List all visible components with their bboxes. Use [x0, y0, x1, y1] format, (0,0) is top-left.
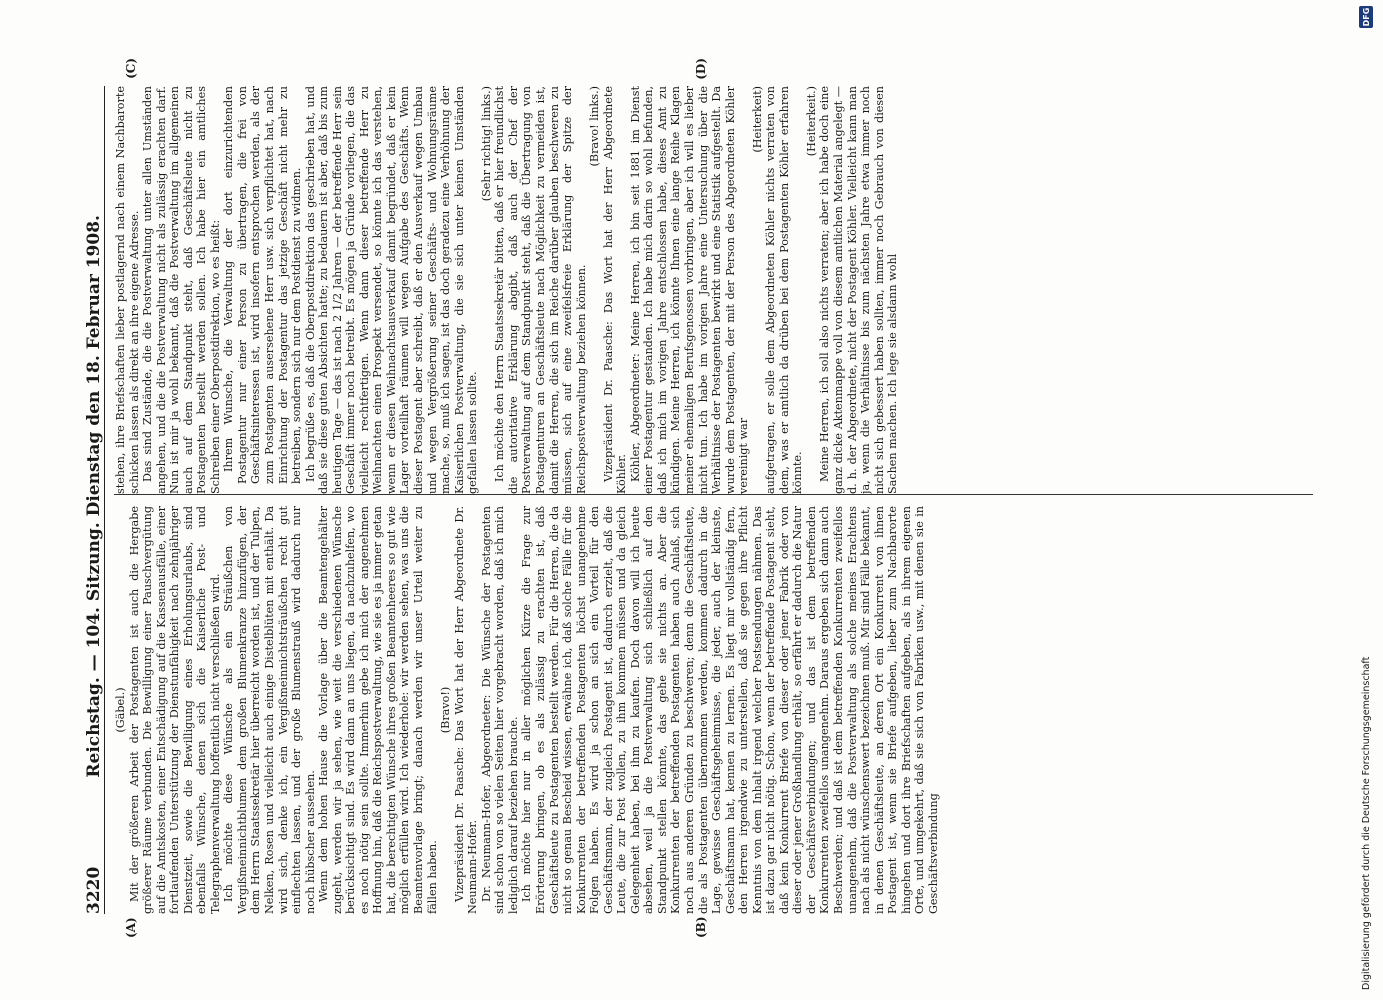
applause-note: (Bravo!): [439, 686, 453, 734]
applause-note: (Sehr richtig! links.): [479, 86, 493, 202]
paragraph: Ich möchte hier nur in aller möglichen Kürze die Frage zur Erörterung bringen, ob es als zulässig zu erachten ist, daß Geschäftsleute zu Postagenten bestellt werden. Für die Herren, die da nicht so genau Bescheid wissen, erwähne ich, daß solche Fälle für die Konkurrenten der betreffenden Postagenten höchst unangenehme Folgen haben. Es wird ja schon an sich ein Vorteil für den Geschäftsmann, der zugleich Postagent ist, dadurch erzielt, daß die Leute, die zur Post wollen, zu ihm kommen müssen und da gleich Gelegenheit haben, bei ihm zu kaufen. Doch davon will ich heute absehen, weil ja die Postverwaltung sich schließlich auf den Standpunkt stellen könnte, das gehe sie nichts an. Aber die Konkurrenten der betreffenden Postagenten haben auch Anlaß, sich noch aus anderen Gründen zu beschweren; denn die Geschäftsleute, die als Postagenten übernommen werden, kommen dadurch in die Lage, gewisse Geschäftsgeheimnisse, die jeder, auch der kleinste, Geschäftsmann hat, kennen zu lernen. Es liegt mir vollständig fern, den Herren irgendwie zu unterstellen, daß sie gegen ihre Pflicht Kenntnis von dem Inhalt irgend welcher Postsendungen nähmen. Das ist dazu gar nicht nötig. Schon, wenn der betreffende Postagent sieht, daß kein Konkurrent Briefe von dieser oder jener Fabrik oder von dieser oder jener Großhandlung erhält, so erfährt er dadurch die Natur der Geschäftsverbindungen; und das ist dem betreffenden Konkurrenten zweifellos unangenehm. Daraus ergeben sich dann auch Beschwerden; und daß ist dem betreffenden Konkurrenten zweifellos unangenehm, daß die Postverwaltung als solche meines Erachtens nach als nicht wünschenswert bezeichnen muß. Mir sind Fälle bekannt, in denen Geschäftsleute, an deren Ort ein Konkurrent von ihnen Postagent ist, wenn sie Briefe aufgeben, lieber zum Nachbarorte hingehen und dort ihre Briefschaften aufgeben, als in ihrem eigenen Orte, und umgekehrt, daß sie sich von Fabriken usw., mit denen sie in Geschäftsverbindung: [520, 506, 940, 914]
speaker-tag: (Gäbel.): [114, 687, 127, 733]
column-divider: [114, 494, 1313, 495]
text-columns: [114, 86, 1313, 914]
paragraph: stehen, ihre Briefschaften lieber postlagernd nach einem Nachbarorte schicken lassen als direkt an ihre eigene Adresse.: [114, 86, 141, 494]
paragraph: aufgetragen, er solle dem Abgeordneten Köhler nichts verraten von dem, was er amtlich da drüben bei dem Postagenten Köhler erfahren könnte.: [764, 86, 805, 494]
quoted-letter: Ihrem Wunsche, die Verwaltung der dort einzurichtenden Postagentur nur einer Person zu übertragen, die frei von Geschäftsinteressen ist, wird insofern entsprochen werden, als der zum Postagenten ausersehene Herr usw. sich verpflichtet hat, nach Einrichtung der Postagentur das jetzige Geschäft nicht mehr zu betreiben, sondern sich nur dem Postdienst zu widmen.: [222, 86, 304, 484]
president-remark: Vizepräsident Dr. Paasche: Das Wort hat der Herr Abgeordnete Dr. Neumann-Hofer.: [452, 506, 480, 914]
applause-note: (Bravo! links.): [588, 86, 602, 167]
paragraph: Meine Herren, ich soll also nichts verraten; aber ich habe doch eine ganz dicke Aktenmappe voll von diesem amtlichen Material angelegt — d. h. der Abgeordnete, nicht der Postagent Köhler. Vielleicht kann man ja, wenn die Verhältnisse bis zum nächsten Jahre etwa immer noch nicht sich gebessert haben sollten, immer noch Gebrauch von diesen Sachen machen. Ich lege sie alsdann wohl: [818, 86, 900, 494]
paragraph: Wenn dem hohen Hause die Vorlage über die Beamtengehälter zugeht, werden wir ja sehen, wie weit die verschiedenen Wünsche berücksichtigt sind. Es wird dann an uns liegen, da nachzuhelfen, wo es noch nötig sein sollte. Immerhin gebe ich mich der angenehmen Hoffnung hin, daß die Reichspostverwaltung, wie sie es ja immer getan hat, die berechtigten Wünsche ihres großen Beamtenheeres so gut wie möglich erfüllen wird. Ich wiederhole: wir werden sehen, was uns die Beamtenvorlage bringt; danach werden wir unser Urteil weiter zu fällen haben.: [317, 506, 439, 914]
applause-note: (Heiterkeit): [750, 86, 764, 153]
president-remark: Vizepräsident Dr. Paasche: Das Wort hat der Herr Abgeordnete Köhler.: [601, 86, 629, 494]
margin-marker-d: (D): [694, 58, 708, 80]
margin-marker-c: (C): [124, 58, 138, 79]
applause-note: (Heiterkeit.): [804, 86, 818, 157]
paragraph: Mit der größeren Arbeit der Postagenten ist auch die Hergabe größerer Räume verbunden. Die Bewilligung einer Pauschvergütung auf die Amtskosten, einer Entschädigung auf die Kassenausfälle, einer fortlaufenden Unterstützung der Dienstunfähigkeit nach zehnjähriger Dienstzeit, sowie die Bewilligung eines Erholungsurlaubs, sind ebenfalls Wünsche, denen sich die Kaiserliche Post- und Telegraphenverwaltung hoffentlich nicht verschließen wird.: [127, 506, 222, 914]
dfg-credit: Digitalisierung gefördert durch die Deutsche Forschungsgemeinschaft: [1360, 656, 1372, 990]
dfg-logo-icon: DFG: [1359, 6, 1373, 28]
page-title: Reichstag. — 104. Sitzung. Dienstag den 18. Februar 1908.: [84, 215, 104, 778]
paragraph: Dr. Neumann-Hofer, Abgeordneter: Die Wünsche der Postagenten sind schon von so vielen Seiten hier vorgebracht worden, daß ich mich lediglich darauf beziehen brauche.: [479, 506, 520, 914]
left-column: [114, 506, 1313, 914]
paragraph: Ich begrüße es, daß die Oberpostdirektion das geschrieben hat, und daß sie diese guten Absichten hatte; zu bedauern ist aber, daß bis zum heutigen Tage — das ist nach 2 1/2 Jahren — der betreffende Herr sein Geschäft immer noch betreibt. Es mögen ja Gründe vorliegen, die das vielleicht rechtfertigen. Wenn dann dieser betreffende Herr zu Weihnachten einen Prospekt versendet, so könnte ich das verstehen, wenn er diesen Weihnachtsausverkauf damit begründet, daß er kein Lager vorteilhaft räumen will wegen Aufgabe des Geschäfts. Wenn dieser Postagent aber schreibt, daß er den Ausverkauf wegen Umbau und wegen Vergrößerung seiner Geschäfts- und Wohnungsräume mache, so, muß ich sagen, ist das doch geradezu eine Verhöhnung der Kaiserlichen Postverwaltung, die sie sich unter keinen Umständen gefallen lassen sollte.: [303, 86, 480, 494]
margin-marker-a: (A): [124, 917, 138, 938]
right-column: [114, 86, 1313, 494]
paragraph: Köhler, Abgeordneter: Meine Herren, ich bin seit 1881 im Dienst einer Postagentur gestanden. Ich habe mich darin so wohl befunden, daß ich mich im vorigen Jahre entschlossen habe, dieses Amt zu kündigen. Meine Herren, ich könnte Ihnen eine lange Reihe Klagen meiner ehemaligen Berufsgenossen vorbringen, aber ich will es lieber nicht tun. Ich habe im vorigen Jahre eine Untersuchung über die Verhältnisse der Postagenten bewirkt und eine Statistik aufgestellt. Da wurde dem Postagenten, der mit der Person des Abgeordneten Köhler vereinigt war: [628, 86, 751, 494]
paragraph: Ich möchte den Herrn Staatssekretär bitten, daß er hier freundlichst die autoritative Erklärung abgibt, daß auch der Chef der Postverwaltung auf dem Standpunkt steht, daß die Übertragung von Postagenturen an Geschäftsleute nach Möglichkeit zu vermeiden ist, damit die Herren, die sich im Reiche darüber glauben beschweren zu müssen, sich auf eine zweifelsfreie Erklärung der Spitze der Reichspostverwaltung beziehen können.: [493, 86, 588, 494]
paragraph: Das sind Zustände, die die Postverwaltung unter allen Umständen angehen, und die die Postverwaltung nicht als zulässig erachten darf. Nun ist mir ja wohl bekannt, daß die Postverwaltung im allgemeinen auch auf dem Standpunkt steht, daß Geschäftsleute nicht zu Postagenten bestellt werden sollen. Ich habe hier ein amtliches Schreiben einer Oberpostdirektion, wo es heißt:: [141, 86, 222, 494]
page-header: [78, 86, 105, 914]
page-footer: [1357, 0, 1375, 1000]
page-number: 3220: [84, 866, 104, 914]
margin-marker-b: (B): [694, 916, 708, 938]
paragraph: Ich möchte diese Wünsche als ein Sträußchen von Vergißmeinnichtblumen dem großen Blumenkranze hinzufügen, der dem Herrn Staatssekretär hier überreicht worden ist, und der Tulpen, Nelken, Rosen und vielleicht auch einige Distelblüten mit enthält. Da wird sich, denke ich, ein Vergißmeinnichtsträußchen recht gut einflechten lassen, und der große Blumenstrauß wird dadurch nur noch hübscher aussehen.: [222, 506, 317, 914]
